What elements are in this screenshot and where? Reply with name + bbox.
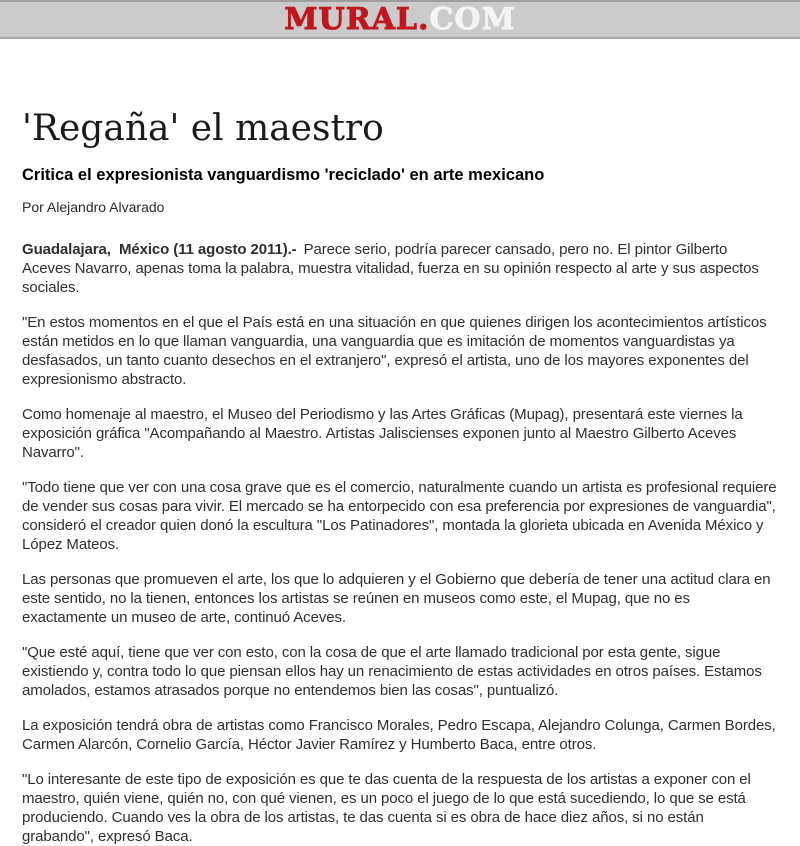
- logo-com-text: COM: [429, 1, 516, 37]
- article-body: [22, 107, 778, 846]
- article-paragraph: "En estos momentos en el que el País está en una situación en que quienes dirigen los acontecimientos artísticos están metidos en lo que llaman vanguardia, una vanguardia que es imitación de momentos vanguardistas ya desfasados, un tanto cuanto desechos en el extranjero", expresó el artista, uno de los mayores exponentes del expresionismo abstracto.: [22, 313, 767, 388]
- article-subtitle: Critica el expresionista vanguardismo 'reciclado' en arte mexicano: [22, 166, 545, 185]
- article-title: 'Regaña' el maestro: [22, 108, 384, 149]
- logo-mural-text: MURAL.: [284, 1, 430, 37]
- article-paragraph: "Que esté aquí, tiene que ver con esto, con la cosa de que el arte llamado tradicional por esta gente, sigue existiendo y, contra todo lo que piensan ellos hay un renacimiento de estas actividades en otros países. Estamos amolados, estamos atrasados porque no entendemos bien las cosas", puntualizó.: [22, 643, 762, 699]
- article-paragraph: "Todo tiene que ver con una cosa grave que es el comercio, naturalmente cuando un artista es profesional requiere de vender sus cosas para vivir. El mercado se ha entorpecido con esa preferencia por expresiones de vanguardia", consideró el creador quien donó la escultura "Los Patinadores", montada la glorieta ubicada en Avenida México y López Mateos.: [22, 478, 777, 553]
- article-paragraph: La exposición tendrá obra de artistas como Francisco Morales, Pedro Escapa, Alejandro Colunga, Carmen Bordes, Carmen Alarcón, Cornelio García, Héctor Javier Ramírez y Humberto Baca, entre otros.: [22, 716, 776, 753]
- mural-logo[interactable]: [284, 1, 516, 37]
- article-paragraph: "Lo interesante de este tipo de exposición es que te das cuenta de la respuesta de los artistas a exponer con el maestro, quién viene, quién no, con qué vienen, es un poco el juego de lo que está sucediendo, lo que se está produciendo. Cuando ves la obra de los artistas, te das cuenta si es obra de hace diez años, si no están grabando", expresó Baca.: [22, 770, 751, 845]
- article-paragraph: Como homenaje al maestro, el Museo del Periodismo y las Artes Gráficas (Mupag), presentará este viernes la exposición gráfica "Acompañando al Maestro. Artistas Jaliscienses exponen junto al Maestro Gilberto Aceves Navarro".: [22, 405, 743, 461]
- article-paragraph: Las personas que promueven el arte, los que lo adquieren y el Gobierno que debería de tener una actitud clara en este sentido, no la tienen, entonces los artistas se reúnen en museos como este, el Mupag, que no es exactamente un museo de arte, continuó Aceves.: [22, 570, 771, 626]
- article-byline: Por Alejandro Alvarado: [22, 198, 165, 215]
- dateline: Guadalajara, México (11 agosto 2011).-: [22, 240, 297, 258]
- site-masthead: [0, 0, 800, 39]
- article-lead-paragraph: [22, 240, 778, 297]
- lead-text: Parece serio, podría parecer cansado, pero no. El pintor Gilberto Aceves Navarro, apenas toma la palabra, muestra vitalidad, fuerza en su opinión respecto al arte y sus aspectos sociales.: [22, 240, 759, 296]
